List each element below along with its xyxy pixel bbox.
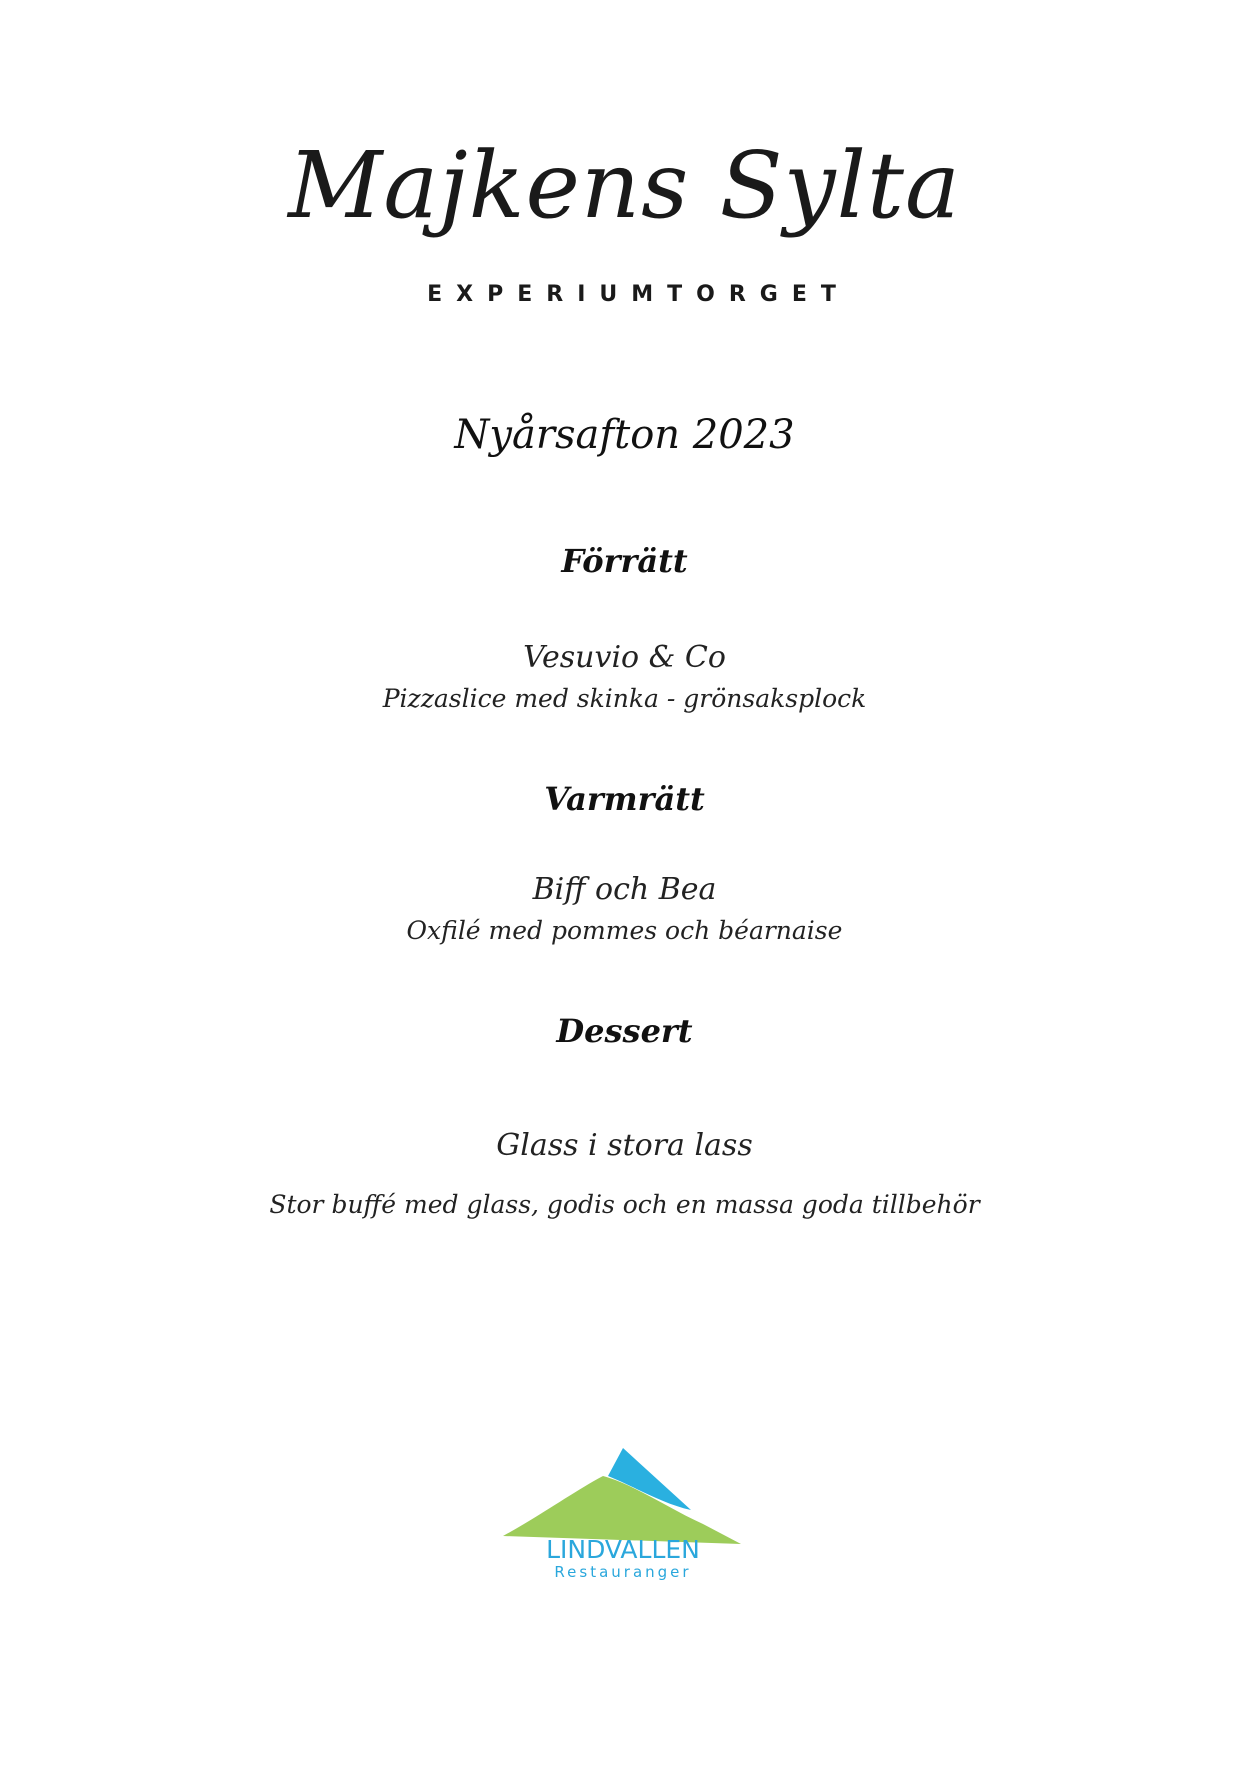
logo-subtitle: Restauranger xyxy=(554,1563,692,1581)
restaurant-logo-script: Majkens Sylta xyxy=(288,132,961,239)
dish-name-dessert: Glass i stora lass xyxy=(496,1128,753,1163)
event-title: Nyårsafton 2023 xyxy=(454,412,795,458)
dish-name-main: Biff och Bea xyxy=(532,872,717,907)
course-heading-starter: Förrätt xyxy=(561,542,688,580)
restaurant-logo-subtitle: EXPERIUMTORGET xyxy=(427,282,850,307)
dish-description-dessert: Stor buffé med glass, godis och en massa goda tillbehör xyxy=(269,1190,980,1219)
logo-green-hill xyxy=(503,1476,741,1544)
logo-name: LINDVALLEN xyxy=(546,1535,700,1564)
course-heading-main: Varmrätt xyxy=(544,780,705,818)
lindvallen-logo xyxy=(503,1448,743,1598)
course-heading-dessert: Dessert xyxy=(556,1012,693,1050)
dish-name-starter: Vesuvio & Co xyxy=(523,640,726,675)
dish-description-starter: Pizzaslice med skinka - grönsaksplock xyxy=(382,684,867,713)
dish-description-main: Oxfilé med pommes och béarnaise xyxy=(406,916,843,945)
